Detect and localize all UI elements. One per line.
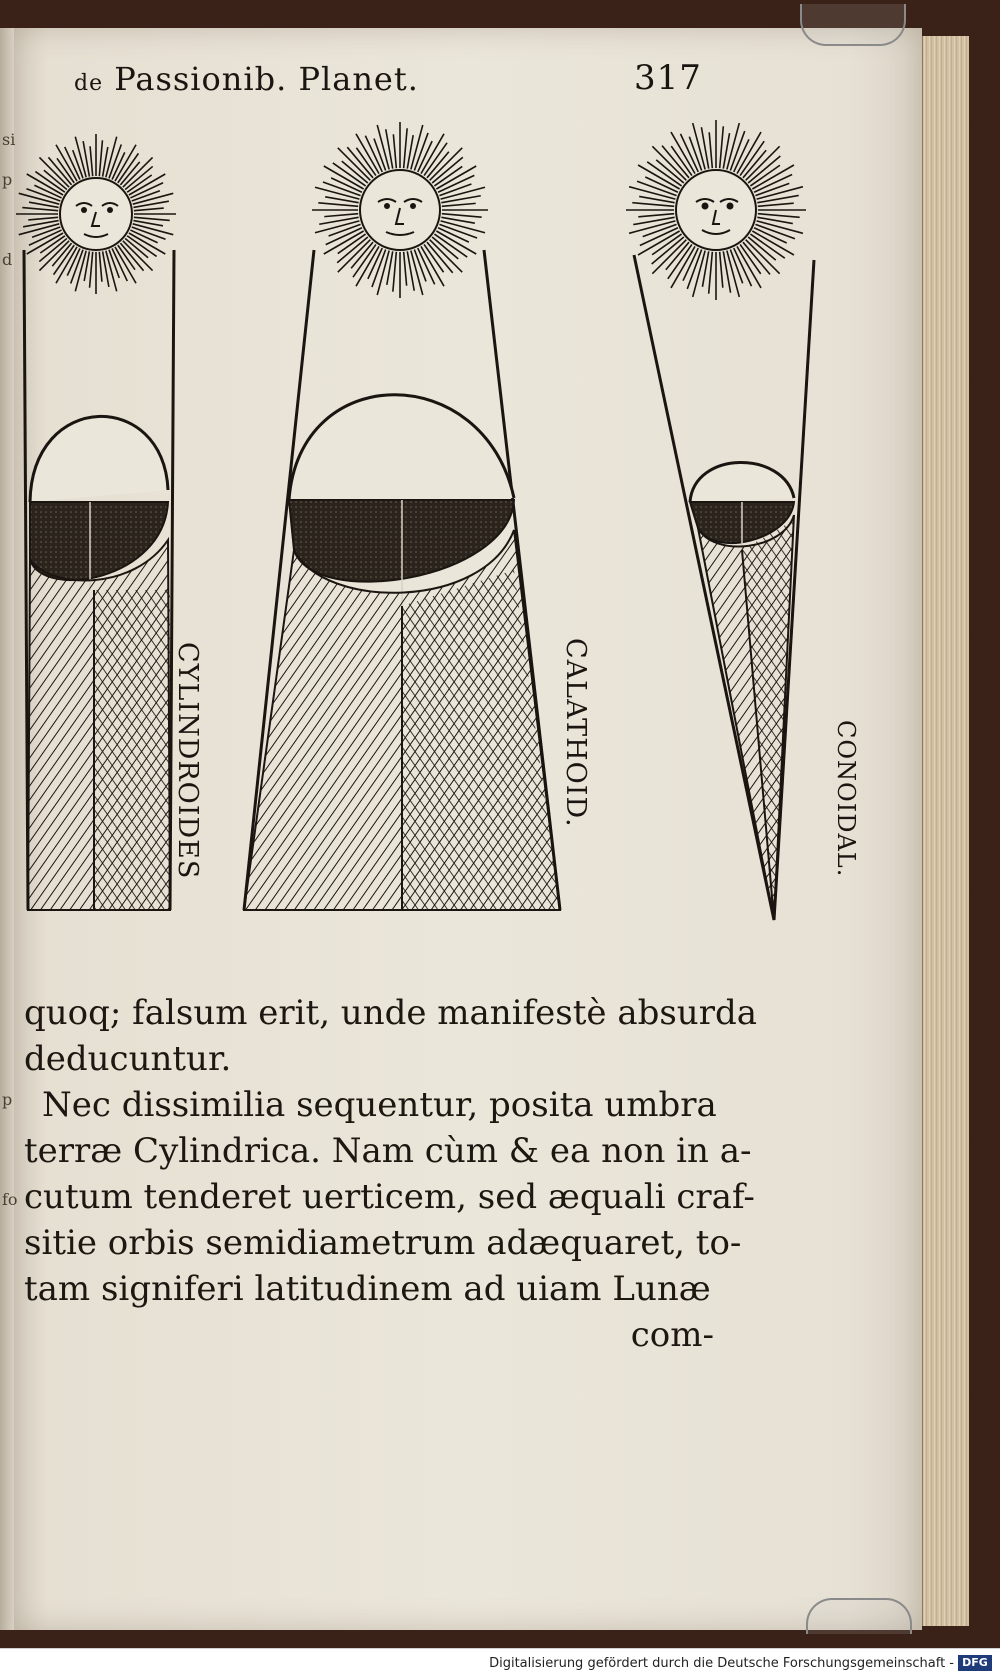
sun-ray [652, 240, 686, 274]
figure-cylinder [16, 134, 176, 910]
sun-ray [338, 148, 371, 181]
figure-label-conoidal: CONOIDAL. [832, 720, 860, 878]
sun-ray [430, 240, 463, 273]
margin-fragment: p [2, 170, 13, 189]
page-edges [922, 36, 969, 1626]
sun-ray [318, 203, 358, 206]
sun-face-icon [626, 120, 806, 300]
sun-ray [129, 233, 165, 254]
sun-face-icon [16, 134, 176, 294]
sun-ray [746, 146, 780, 180]
header-title: Passionib. Planet. [114, 60, 419, 98]
sun-ray [338, 240, 371, 273]
sun-ray [39, 241, 69, 271]
sun-ray [115, 145, 136, 181]
sun-ray [442, 214, 482, 217]
sun-ray [720, 252, 723, 288]
sun-ray [758, 214, 800, 218]
dfg-logo-icon: DFG [958, 1655, 992, 1671]
sun-ray [134, 217, 170, 220]
sun-ray [421, 134, 444, 174]
sun-ray [404, 252, 407, 286]
margin-fragment: p [2, 1090, 13, 1109]
sun-ray [356, 246, 379, 286]
text-line: quoq; falsum erit, unde manifestè absurda [24, 993, 757, 1033]
sun-ray [99, 252, 102, 282]
sun-ray [652, 146, 686, 180]
sun-ray [652, 237, 684, 264]
sun-ray [720, 126, 724, 168]
sun-ray [90, 252, 93, 288]
figure-label-calathoid: CALATHOID. [560, 638, 591, 828]
sun-ray [134, 208, 164, 211]
sun-ray [752, 231, 794, 255]
sun-face-icon [312, 122, 488, 298]
figure-label-cylindroides: CYLINDROIDES [172, 642, 203, 880]
sun-ray [430, 148, 463, 181]
sun-ray [758, 203, 794, 206]
sun-ray [56, 247, 77, 283]
text-line: Nec dissimilia sequentur, posita umbra [42, 1085, 717, 1125]
bottom-clasp [806, 1598, 912, 1634]
sun-ray [393, 134, 396, 168]
eclipse-shadow-woodcut [14, 110, 894, 990]
sun-ray [404, 128, 407, 168]
sun-ray [22, 208, 58, 211]
sun-ray [743, 242, 770, 274]
sun-ray [709, 252, 713, 294]
sun-ray [671, 246, 695, 288]
sun-ray [748, 156, 780, 183]
sun-ray [442, 203, 476, 206]
sun-ray [737, 132, 761, 174]
sun-ray [123, 241, 153, 271]
sun-ray [746, 240, 780, 274]
margin-fragment: si [2, 130, 16, 149]
woodcut-svg [14, 110, 894, 990]
margin-fragment: fo [2, 1190, 18, 1209]
page-number: 317 [634, 58, 702, 98]
body-text [24, 990, 757, 1358]
sun-ray [638, 214, 674, 217]
running-header [74, 58, 702, 100]
sun-ray [324, 166, 364, 189]
footer-bar [0, 1648, 1000, 1679]
sun-ray [27, 174, 63, 195]
text-line: tam signiferi latitudinem ad uiam Lunæ [24, 1269, 711, 1309]
figure-cone [626, 120, 814, 920]
footer-credit: Digitalisierung gefördert durch die Deutsche Forschungsgemeinschaft - [489, 1656, 954, 1671]
figure-calathoid [244, 122, 560, 910]
sun-ray [90, 146, 93, 176]
margin-fragment: d [2, 250, 13, 269]
text-line: cutum tenderet uerticem, sed æquali craf- [24, 1177, 755, 1217]
text-line: sitie orbis semidiametrum adæquaret, to- [24, 1223, 742, 1263]
text-line: terræ Cylindrica. Nam cùm & ea non in a- [24, 1131, 752, 1171]
catchword: com- [630, 1315, 714, 1355]
text-line: deducuntur. [24, 1039, 232, 1079]
sun-ray [39, 157, 69, 187]
sun-ray [393, 252, 396, 292]
sun-ray [436, 231, 476, 254]
sun-ray [123, 157, 153, 187]
sun-ray [709, 132, 712, 168]
sun-ray [324, 214, 358, 217]
sun-ray [632, 203, 674, 207]
header-prefix: de [74, 71, 104, 96]
sun-ray [638, 165, 680, 189]
top-clasp [800, 4, 906, 46]
sun-ray [28, 217, 58, 220]
sun-ray [99, 140, 102, 176]
sun-ray [662, 146, 689, 178]
